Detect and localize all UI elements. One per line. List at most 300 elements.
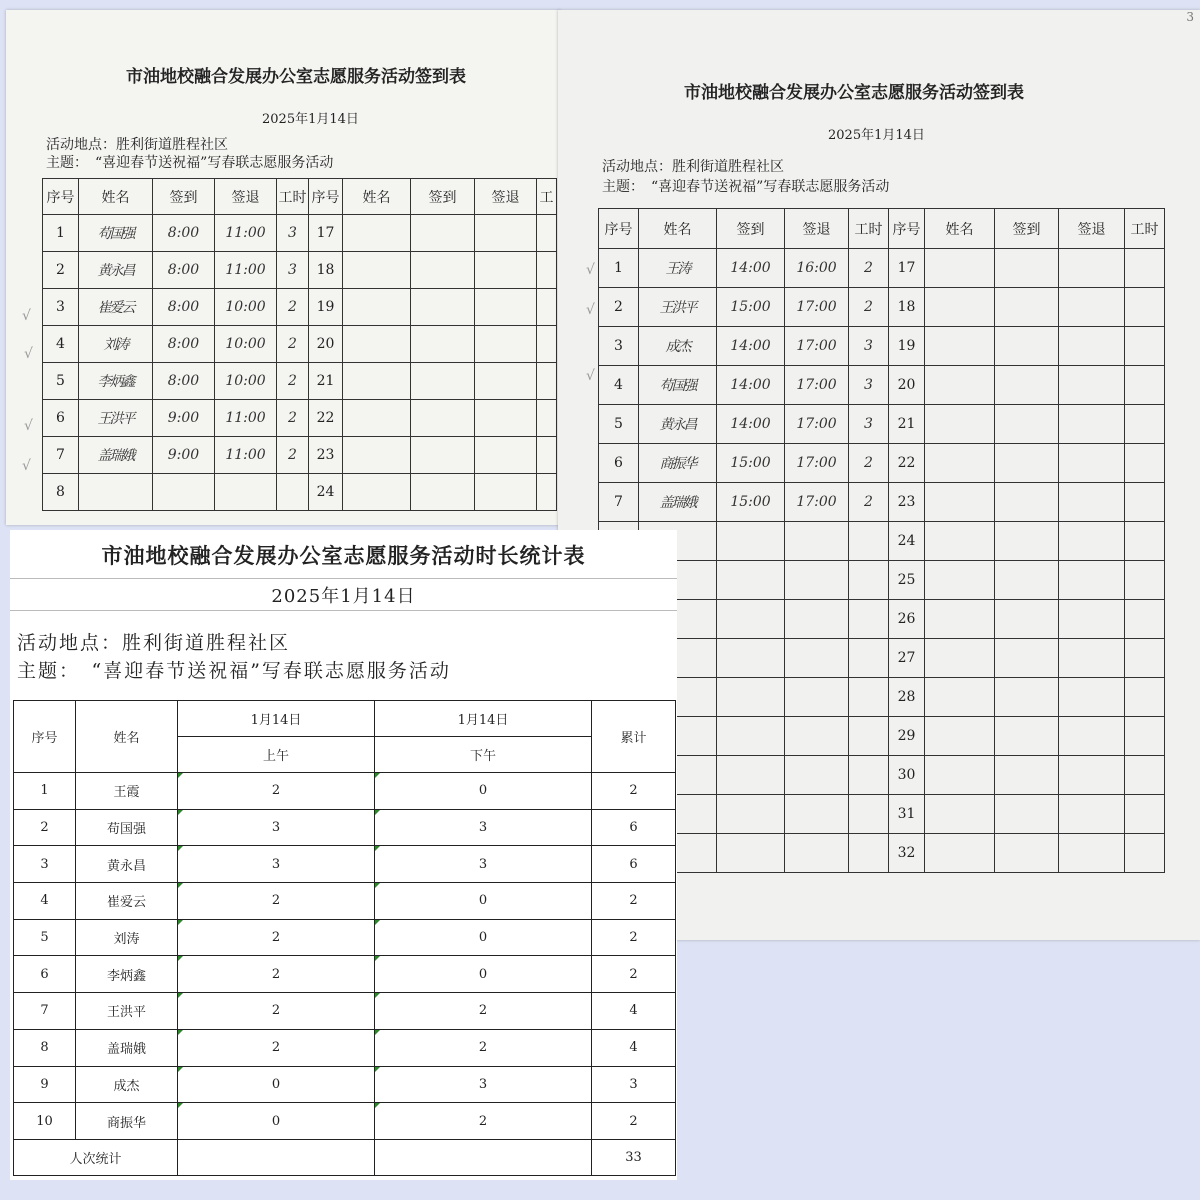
- work-hours: 3: [849, 405, 889, 444]
- sign-out-time: 16:00: [785, 249, 849, 288]
- row-number: 5: [14, 919, 76, 956]
- sign-out-time: [475, 289, 537, 326]
- hours-total: 2: [592, 1103, 676, 1140]
- work-hours: [1125, 756, 1165, 795]
- sheet-location: 活动地点：胜利街道胜程社区: [602, 159, 784, 175]
- row-number: 23: [889, 483, 925, 522]
- signature: 李炳鑫: [79, 363, 153, 400]
- sign-in-time: [153, 474, 215, 511]
- tick-mark: √: [24, 346, 33, 362]
- work-hours: [1125, 288, 1165, 327]
- header-pm: 下午: [375, 737, 592, 773]
- signature: [925, 834, 995, 873]
- sign-out-time: [1059, 444, 1125, 483]
- work-hours: [1125, 834, 1165, 873]
- sign-in-time: [995, 483, 1059, 522]
- volunteer-name: 王霞: [76, 773, 178, 810]
- sign-in-time: 8:00: [153, 363, 215, 400]
- table-row: [14, 1103, 676, 1140]
- sign-in-time: [717, 795, 785, 834]
- sign-in-time: [995, 249, 1059, 288]
- signature: 黄永昌: [639, 405, 717, 444]
- sign-out-time: [1059, 522, 1125, 561]
- sign-out-time: [1059, 405, 1125, 444]
- row-number: 26: [889, 600, 925, 639]
- sign-in-time: [717, 600, 785, 639]
- row-number: 5: [599, 405, 639, 444]
- sign-out-time: [475, 252, 537, 289]
- sign-out-time: 17:00: [785, 444, 849, 483]
- column-header: 签到: [411, 179, 475, 215]
- work-hours: [849, 522, 889, 561]
- column-header: 工时: [849, 209, 889, 249]
- work-hours: 3: [849, 366, 889, 405]
- sign-in-time: [717, 717, 785, 756]
- column-header: 姓名: [639, 209, 717, 249]
- sign-in-time: 15:00: [717, 444, 785, 483]
- sign-in-time: [995, 288, 1059, 327]
- sheet-date: 2025年1月14日: [828, 128, 925, 143]
- volunteer-name: 崔爱云: [76, 883, 178, 920]
- sign-out-time: [1059, 288, 1125, 327]
- volunteer-name: 盖瑞娥: [76, 1029, 178, 1066]
- summary-am: [178, 1139, 375, 1175]
- sign-in-time: [995, 522, 1059, 561]
- work-hours: [849, 561, 889, 600]
- column-header: 签退: [785, 209, 849, 249]
- row-number: 21: [309, 363, 343, 400]
- sign-out-time: 17:00: [785, 405, 849, 444]
- row-number: 22: [309, 400, 343, 437]
- signature: 王洪平: [639, 288, 717, 327]
- sign-in-time: [995, 639, 1059, 678]
- sign-out-time: [475, 437, 537, 474]
- table-row: [43, 215, 557, 252]
- summary-row: [14, 1139, 676, 1175]
- signature: [343, 363, 411, 400]
- work-hours: [537, 326, 557, 363]
- hours-am: 2: [178, 956, 375, 993]
- work-hours: 2: [277, 326, 309, 363]
- work-hours: [1125, 561, 1165, 600]
- row-number: 25: [889, 561, 925, 600]
- column-header: 工时: [1125, 209, 1165, 249]
- sign-out-time: [1059, 756, 1125, 795]
- signature: [925, 327, 995, 366]
- row-number: 22: [889, 444, 925, 483]
- hours-stats-sheet: [10, 530, 677, 1180]
- work-hours: [849, 756, 889, 795]
- sign-out-time: 11:00: [215, 215, 277, 252]
- signature: [925, 288, 995, 327]
- work-hours: 2: [849, 288, 889, 327]
- hours-pm: 0: [375, 773, 592, 810]
- row-number: 6: [599, 444, 639, 483]
- work-hours: 3: [849, 327, 889, 366]
- row-number: 1: [14, 773, 76, 810]
- table-row: [43, 252, 557, 289]
- sign-in-time: [717, 639, 785, 678]
- table-row: [14, 919, 676, 956]
- signature: [343, 326, 411, 363]
- sign-out-time: [475, 474, 537, 511]
- row-number: 27: [889, 639, 925, 678]
- row-number: 17: [309, 215, 343, 252]
- sign-out-time: [1059, 600, 1125, 639]
- sign-in-time: [995, 756, 1059, 795]
- hours-pm: 0: [375, 883, 592, 920]
- work-hours: 2: [849, 483, 889, 522]
- sign-in-time: 8:00: [153, 252, 215, 289]
- row-number: 6: [14, 956, 76, 993]
- sign-in-time: [717, 834, 785, 873]
- column-header: 序号: [309, 179, 343, 215]
- work-hours: [1125, 366, 1165, 405]
- table-row: [599, 522, 1165, 561]
- signature: [343, 252, 411, 289]
- volunteer-name: 刘涛: [76, 919, 178, 956]
- work-hours: 3: [277, 252, 309, 289]
- sign-in-time: [411, 400, 475, 437]
- header-name: 姓名: [76, 701, 178, 773]
- hours-pm: 2: [375, 1029, 592, 1066]
- sign-out-time: [1059, 834, 1125, 873]
- signature: [925, 405, 995, 444]
- work-hours: [537, 252, 557, 289]
- hours-am: 3: [178, 809, 375, 846]
- row-number: 21: [889, 405, 925, 444]
- work-hours: [537, 474, 557, 511]
- signature: 王洪平: [79, 400, 153, 437]
- summary-label: 人次统计: [14, 1139, 178, 1175]
- sign-out-time: [785, 561, 849, 600]
- hours-am: 2: [178, 773, 375, 810]
- header-no: 序号: [14, 701, 76, 773]
- sign-out-time: [1059, 327, 1125, 366]
- sign-in-time: [995, 678, 1059, 717]
- column-header: 序号: [889, 209, 925, 249]
- signature: [343, 215, 411, 252]
- signature: [925, 678, 995, 717]
- hours-total: 4: [592, 1029, 676, 1066]
- row-number: 23: [309, 437, 343, 474]
- sign-out-time: [785, 756, 849, 795]
- work-hours: 2: [849, 444, 889, 483]
- sign-in-time: [995, 795, 1059, 834]
- sign-in-time: 8:00: [153, 215, 215, 252]
- stats-title: 市油地校融合发展办公室志愿服务活动时长统计表: [101, 543, 586, 568]
- row-number: 28: [889, 678, 925, 717]
- signature: [925, 249, 995, 288]
- table-row: [599, 756, 1165, 795]
- row-number: 10: [14, 1103, 76, 1140]
- sign-in-time: 14:00: [717, 366, 785, 405]
- signature: [925, 366, 995, 405]
- divider: [10, 578, 677, 579]
- table-row: [599, 405, 1165, 444]
- signature: [79, 474, 153, 511]
- sheet-title: 市油地校融合发展办公室志愿服务活动签到表: [684, 83, 1024, 103]
- row-number: 20: [309, 326, 343, 363]
- hours-pm: 3: [375, 809, 592, 846]
- signature: 盖瑞娥: [639, 483, 717, 522]
- table-row: [599, 795, 1165, 834]
- work-hours: [1125, 483, 1165, 522]
- hours-total: 2: [592, 919, 676, 956]
- tick-mark: √: [22, 308, 31, 324]
- row-number: 8: [14, 1029, 76, 1066]
- signature: 成杰: [639, 327, 717, 366]
- sign-out-time: [785, 678, 849, 717]
- sign-out-time: [785, 795, 849, 834]
- sign-out-time: [785, 717, 849, 756]
- header-date-am: 1月14日: [178, 701, 375, 737]
- sign-out-time: [785, 639, 849, 678]
- tick-mark: √: [586, 302, 595, 318]
- signature: 黄永昌: [79, 252, 153, 289]
- row-number: 5: [43, 363, 79, 400]
- work-hours: 2: [277, 363, 309, 400]
- column-header: 姓名: [343, 179, 411, 215]
- sign-out-time: [1059, 561, 1125, 600]
- sign-in-time: [411, 289, 475, 326]
- table-row: [14, 1029, 676, 1066]
- signin-table: [598, 208, 1165, 873]
- sign-in-time: [411, 215, 475, 252]
- divider: [10, 610, 677, 611]
- signature: 刘涛: [79, 326, 153, 363]
- hours-am: 2: [178, 883, 375, 920]
- work-hours: [537, 215, 557, 252]
- table-row: [599, 327, 1165, 366]
- tick-mark: √: [586, 368, 595, 384]
- work-hours: [1125, 249, 1165, 288]
- signature: [343, 437, 411, 474]
- stats-date: 2025年1月14日: [271, 586, 416, 607]
- sign-out-time: 17:00: [785, 327, 849, 366]
- volunteer-name: 王洪平: [76, 993, 178, 1030]
- signature: 盖瑞娥: [79, 437, 153, 474]
- column-header: 签退: [475, 179, 537, 215]
- row-number: 9: [14, 1066, 76, 1103]
- sign-out-time: [475, 400, 537, 437]
- table-row: [43, 289, 557, 326]
- sign-out-time: 11:00: [215, 437, 277, 474]
- sign-in-time: [411, 326, 475, 363]
- work-hours: [537, 289, 557, 326]
- row-number: 4: [43, 326, 79, 363]
- sign-out-time: [475, 215, 537, 252]
- signature: [925, 795, 995, 834]
- signature: [925, 522, 995, 561]
- sign-out-time: [1059, 639, 1125, 678]
- volunteer-name: 成杰: [76, 1066, 178, 1103]
- sign-in-time: [995, 717, 1059, 756]
- work-hours: [849, 678, 889, 717]
- signature: [925, 561, 995, 600]
- table-row: [599, 366, 1165, 405]
- hours-total: 2: [592, 773, 676, 810]
- signature: [925, 600, 995, 639]
- sign-out-time: [475, 326, 537, 363]
- column-header: 姓名: [925, 209, 995, 249]
- table-row: [599, 288, 1165, 327]
- sign-in-time: 14:00: [717, 405, 785, 444]
- table-row: [43, 363, 557, 400]
- tick-mark: √: [586, 262, 595, 278]
- stats-location: 活动地点：胜利街道胜程社区: [17, 632, 291, 654]
- sign-in-time: 14:00: [717, 249, 785, 288]
- tick-mark: √: [24, 418, 33, 434]
- column-header: 签到: [995, 209, 1059, 249]
- table-row: [599, 600, 1165, 639]
- header-am: 上午: [178, 737, 375, 773]
- sign-in-time: [717, 678, 785, 717]
- row-number: 8: [43, 474, 79, 511]
- table-row: [599, 834, 1165, 873]
- sign-out-time: [785, 600, 849, 639]
- row-number: 18: [889, 288, 925, 327]
- hours-am: 2: [178, 919, 375, 956]
- row-number: 19: [309, 289, 343, 326]
- work-hours: 2: [849, 249, 889, 288]
- row-number: 17: [889, 249, 925, 288]
- sheet-date: 2025年1月14日: [262, 112, 359, 127]
- sign-out-time: 17:00: [785, 483, 849, 522]
- table-row: [14, 846, 676, 883]
- sign-out-time: [1059, 717, 1125, 756]
- hours-am: 0: [178, 1066, 375, 1103]
- sign-out-time: 11:00: [215, 400, 277, 437]
- sign-out-time: [475, 363, 537, 400]
- work-hours: [537, 363, 557, 400]
- sign-out-time: 17:00: [785, 288, 849, 327]
- sign-in-time: 9:00: [153, 400, 215, 437]
- work-hours: [537, 437, 557, 474]
- sign-out-time: 10:00: [215, 289, 277, 326]
- sheet-theme: 主题： “喜迎春节送祝福”写春联志愿服务活动: [46, 155, 334, 171]
- hours-table: [13, 700, 676, 1176]
- row-number: 24: [309, 474, 343, 511]
- stats-theme: 主题： “喜迎春节送祝福”写春联志愿服务活动: [17, 660, 451, 682]
- summary-pm: [375, 1139, 592, 1175]
- sign-out-time: [1059, 366, 1125, 405]
- sign-in-time: [411, 474, 475, 511]
- table-row: [599, 249, 1165, 288]
- table-row: [43, 326, 557, 363]
- signature: [343, 474, 411, 511]
- sign-out-time: [1059, 249, 1125, 288]
- sign-in-time: 8:00: [153, 289, 215, 326]
- work-hours: [1125, 795, 1165, 834]
- hours-pm: 2: [375, 1103, 592, 1140]
- row-number: 7: [599, 483, 639, 522]
- signature: 王涛: [639, 249, 717, 288]
- summary-total: 33: [592, 1139, 676, 1175]
- column-header: 工时: [277, 179, 309, 215]
- work-hours: [1125, 639, 1165, 678]
- hours-total: 3: [592, 1066, 676, 1103]
- hours-total: 6: [592, 846, 676, 883]
- table-row: [599, 678, 1165, 717]
- volunteer-name: 商振华: [76, 1103, 178, 1140]
- sign-in-time: [995, 444, 1059, 483]
- work-hours: 2: [277, 437, 309, 474]
- signature: [343, 289, 411, 326]
- hours-total: 4: [592, 993, 676, 1030]
- work-hours: [849, 600, 889, 639]
- table-row: [14, 883, 676, 920]
- hours-total: 2: [592, 956, 676, 993]
- header-date-pm: 1月14日: [375, 701, 592, 737]
- signin-sheet-morning: [6, 10, 560, 525]
- signin-table: [42, 178, 557, 511]
- work-hours: [849, 717, 889, 756]
- sign-out-time: 10:00: [215, 363, 277, 400]
- volunteer-name: 李炳鑫: [76, 956, 178, 993]
- work-hours: [1125, 600, 1165, 639]
- row-number: 2: [599, 288, 639, 327]
- signature: [925, 483, 995, 522]
- hours-am: 2: [178, 1029, 375, 1066]
- work-hours: [1125, 678, 1165, 717]
- work-hours: 2: [277, 400, 309, 437]
- sign-in-time: [717, 756, 785, 795]
- row-number: 24: [889, 522, 925, 561]
- table-row: [43, 474, 557, 511]
- sheet-title: 市油地校融合发展办公室志愿服务活动签到表: [126, 67, 466, 87]
- row-number: 19: [889, 327, 925, 366]
- column-header: 工: [537, 179, 557, 215]
- column-header: 序号: [43, 179, 79, 215]
- hours-pm: 2: [375, 993, 592, 1030]
- sign-out-time: [215, 474, 277, 511]
- work-hours: [1125, 327, 1165, 366]
- page-mark: 3: [1186, 10, 1194, 24]
- sign-out-time: [785, 522, 849, 561]
- signature: 苟国强: [639, 366, 717, 405]
- row-number: 3: [599, 327, 639, 366]
- sign-in-time: [411, 363, 475, 400]
- table-row: [14, 809, 676, 846]
- table-row: [14, 993, 676, 1030]
- table-row: [599, 444, 1165, 483]
- table-row: [599, 483, 1165, 522]
- sign-in-time: 15:00: [717, 483, 785, 522]
- work-hours: 2: [277, 289, 309, 326]
- row-number: 32: [889, 834, 925, 873]
- sign-in-time: 15:00: [717, 288, 785, 327]
- work-hours: [849, 639, 889, 678]
- column-header: 姓名: [79, 179, 153, 215]
- sign-in-time: [995, 561, 1059, 600]
- sign-out-time: [785, 834, 849, 873]
- table-row: [14, 773, 676, 810]
- signature: 商振华: [639, 444, 717, 483]
- sign-out-time: 10:00: [215, 326, 277, 363]
- signature: [925, 639, 995, 678]
- work-hours: [277, 474, 309, 511]
- row-number: 2: [43, 252, 79, 289]
- volunteer-name: 黄永昌: [76, 846, 178, 883]
- sign-in-time: 14:00: [717, 327, 785, 366]
- work-hours: [1125, 717, 1165, 756]
- sign-out-time: [1059, 795, 1125, 834]
- hours-pm: 3: [375, 846, 592, 883]
- sign-in-time: [995, 834, 1059, 873]
- column-header: 签到: [717, 209, 785, 249]
- row-number: 1: [43, 215, 79, 252]
